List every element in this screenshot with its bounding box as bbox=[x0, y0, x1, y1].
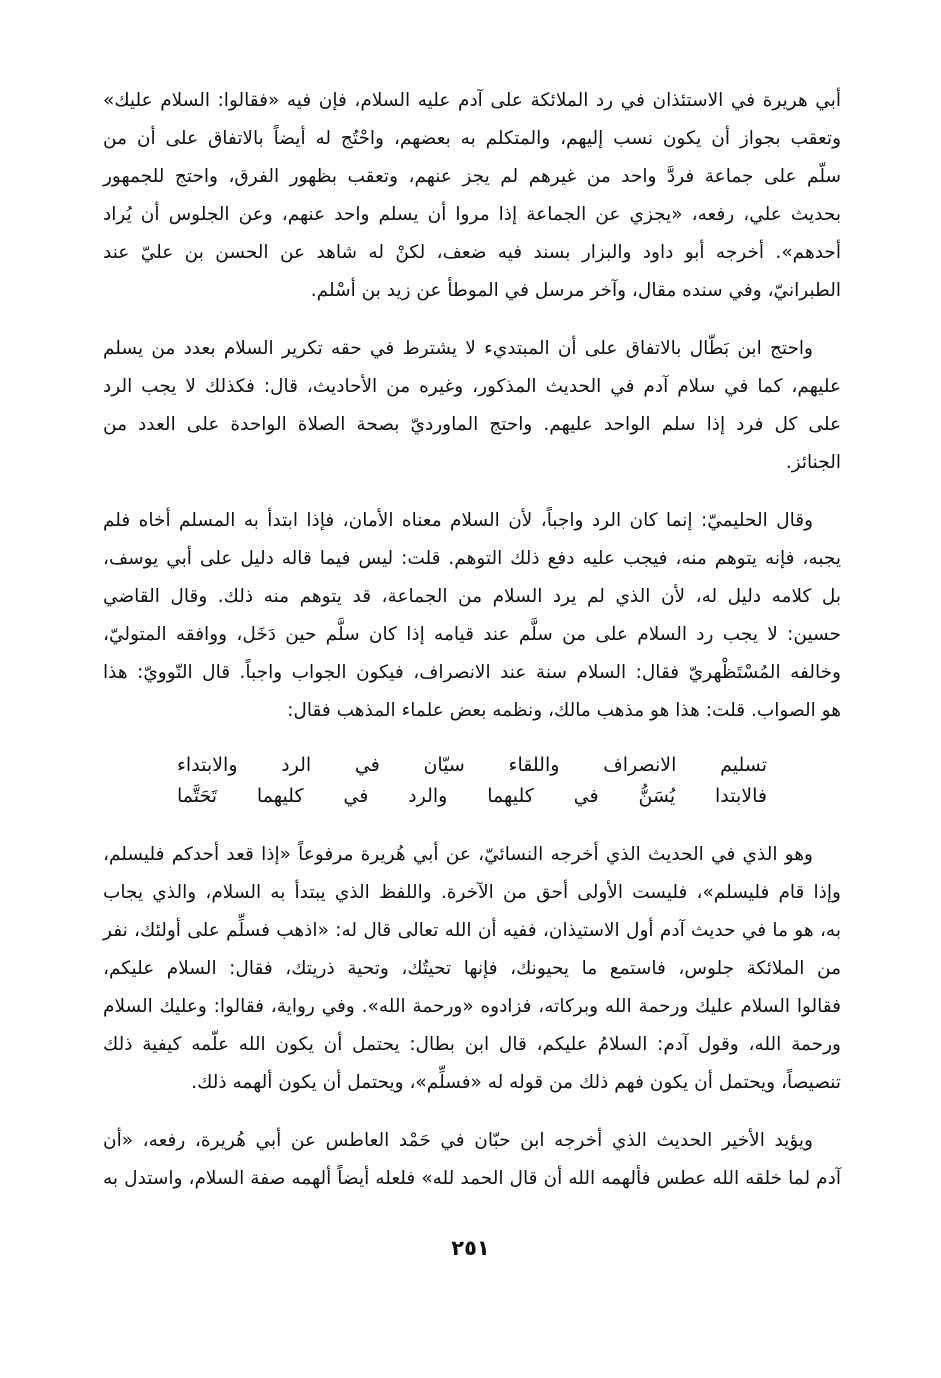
text-line: عليهم، كما في سلام آدم في الحديث المذكور، وغيره من الأحاديث، قال: فكذلك لا يجب الرد bbox=[103, 376, 841, 397]
paragraph bbox=[103, 1122, 841, 1198]
verse-line: فالابتدا يُسَنُّ في كليهما والرد في كليهما تَحَتَّما bbox=[177, 785, 767, 807]
paragraph bbox=[103, 502, 841, 730]
text-line: أحدهم». أخرجه أبو داود والبزار بسند فيه ضعف، لكنْ له شاهد عن الحسن بن عليّ عند bbox=[103, 242, 841, 263]
text-line: هو الصواب. قلت: هذا هو مذهب مالك، ونظمه بعض علماء المذهب فقال: bbox=[287, 700, 841, 721]
text-line: واحتج ابن بَطّال بالاتفاق على أن المبتديء لا يشترط في حقه تكرير السلام بعدد من يسلم bbox=[103, 338, 813, 359]
page-body bbox=[103, 82, 841, 1218]
text-line: ورحمة الله، وقول آدم: السلامُ عليكم، قال ابن بطال: يحتمل أن يكون الله علّمه كيفية ذلك bbox=[103, 1034, 841, 1055]
text-line: حسين: لا يجب رد السلام على من سلَّم عند قيامه إذا كان سلَّم حين دَخَل، ووافقه المتوليّ، bbox=[103, 624, 841, 645]
text-line: به، هو ما في حديث آدم أول الاستيذان، ففيه أن الله تعالى قال له: «اذهب فسلِّم على أولئك، نفر bbox=[103, 920, 841, 941]
verse-line: تسليم الانصراف واللقاء سيّان في الرد والابتداء bbox=[177, 754, 767, 776]
text-after-verse bbox=[103, 836, 841, 1198]
paragraph bbox=[103, 82, 841, 310]
text-line: وخالفه المُسْتَظْهريّ فقال: السلام سنة عند الانصراف، فيكون الجواب واجباً. قال النّوويّ: هذا bbox=[103, 662, 841, 683]
paragraph bbox=[103, 836, 841, 1102]
text-line: على كل فرد إذا سلم الواحد عليهم. واحتج الماورديّ بصحة الصلاة الواحدة على العدد من bbox=[103, 414, 841, 435]
text-line: فقالوا السلام عليك ورحمة الله وبركاته، فزادوه «ورحمة الله». وفي رواية، فقالوا: وعليك السلام bbox=[103, 996, 841, 1017]
text-before-verse bbox=[103, 82, 841, 730]
text-line: بحديث علي، رفعه، «يجزي عن الجماعة إذا مروا أن يسلم واحد عنهم، وعن الجلوس أن يُراد bbox=[103, 204, 841, 225]
text-line: يجبه، فإنه يتوهم منه، فيجب عليه دفع ذلك التوهم. قلت: ليس فيما قاله دليل على أبي يوسف، bbox=[103, 548, 841, 569]
text-line: وهو الذي في الحديث الذي أخرجه النسائيّ، عن أبي هُريرة مرفوعاً «إذا قعد أحدكم فليسلم، bbox=[103, 844, 813, 865]
text-line: أبي هريرة في الاستئذان في رد الملائكة على آدم عليه السلام، فإن فيه «فقالوا: السلام عليك» bbox=[103, 90, 841, 111]
paragraph bbox=[103, 330, 841, 482]
poem-verse bbox=[177, 750, 767, 812]
text-line: الجنائز. bbox=[785, 452, 841, 473]
text-line: من الملائكة جلوس، فاستمع ما يحيونك، فإنها تحيتُك، وتحية ذريتك، فقال: السلام عليكم، bbox=[103, 958, 841, 979]
text-line: الطبرانيّ، وفي سنده مقال، وآخر مرسل في الموطأ عن زيد بن أسْلم. bbox=[310, 280, 841, 301]
text-line: وإذا قام فليسلم»، فليست الأولى أحق من الآخرة. واللفظ الذي يبتدأ به السلام، والذي يجاب bbox=[103, 882, 841, 903]
text-line: وقال الحليميّ: إنما كان الرد واجباً، لأن السلام معناه الأمان، فإذا ابتدأ به المسلم أخاه فلم bbox=[103, 510, 813, 531]
text-line: آدم لما خلقه الله عطس فألهمه الله أن قال الحمد لله» فلعله أيضاً ألهمه صفة السلام، واستدل به bbox=[103, 1168, 841, 1189]
text-line: تنصيصاً، ويحتمل أن يكون فهم ذلك من قوله له «فسلِّم»، ويحتمل أن يكون ألهمه ذلك. bbox=[191, 1072, 841, 1093]
text-line: ويؤيد الأخير الحديث الذي أخرجه ابن حبّان في حَمْد العاطس عن أبي هُريرة، رفعه، «أن bbox=[103, 1130, 813, 1151]
text-line: بل كلامه دليل له، لأن الذي لم يرد السلام من الجماعة، قد يتوهم منه ذلك. وقال القاضي bbox=[103, 586, 841, 607]
text-line: سلّم على جماعة فردَّ واحد من غيرهم لم يجز عنهم، وتعقب بظهور الفرق، واحتج للجمهور bbox=[103, 166, 841, 187]
text-line: وتعقب بجواز أن يكون نسب إليهم، والمتكلم به بعضهم، واحْتُج له أيضاً بالاتفاق على أن من bbox=[103, 128, 841, 149]
page-number: ٢٥١ bbox=[451, 1236, 490, 1260]
